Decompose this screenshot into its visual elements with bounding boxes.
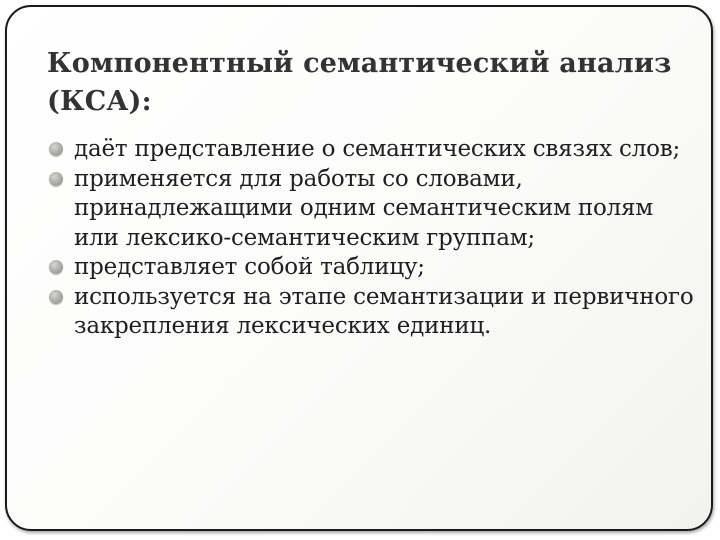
bullet-item	[47, 283, 697, 342]
circle-bullet-icon	[49, 142, 63, 156]
bullet-text: представляет собой таблицу;	[74, 254, 425, 280]
circle-bullet-icon	[49, 172, 63, 186]
bullet-item	[47, 135, 697, 165]
circle-bullet-icon	[49, 290, 63, 304]
bullet-text: используется на этапе семантизации и первичного закрепления лексических единиц.	[74, 283, 694, 339]
bullet-item	[47, 253, 697, 283]
slide-frame	[5, 5, 713, 531]
bullet-text: применяется для работы со словами, принадлежащими одним семантическим полям или лексико-семантическим группам;	[74, 165, 654, 251]
slide-title: Компонентный семантический анализ (КСА):	[47, 48, 672, 117]
bullet-list	[47, 135, 697, 342]
bullet-text: даёт представление о семантических связях слов;	[74, 136, 681, 162]
bullet-item	[47, 165, 697, 254]
circle-bullet-icon	[49, 260, 63, 274]
